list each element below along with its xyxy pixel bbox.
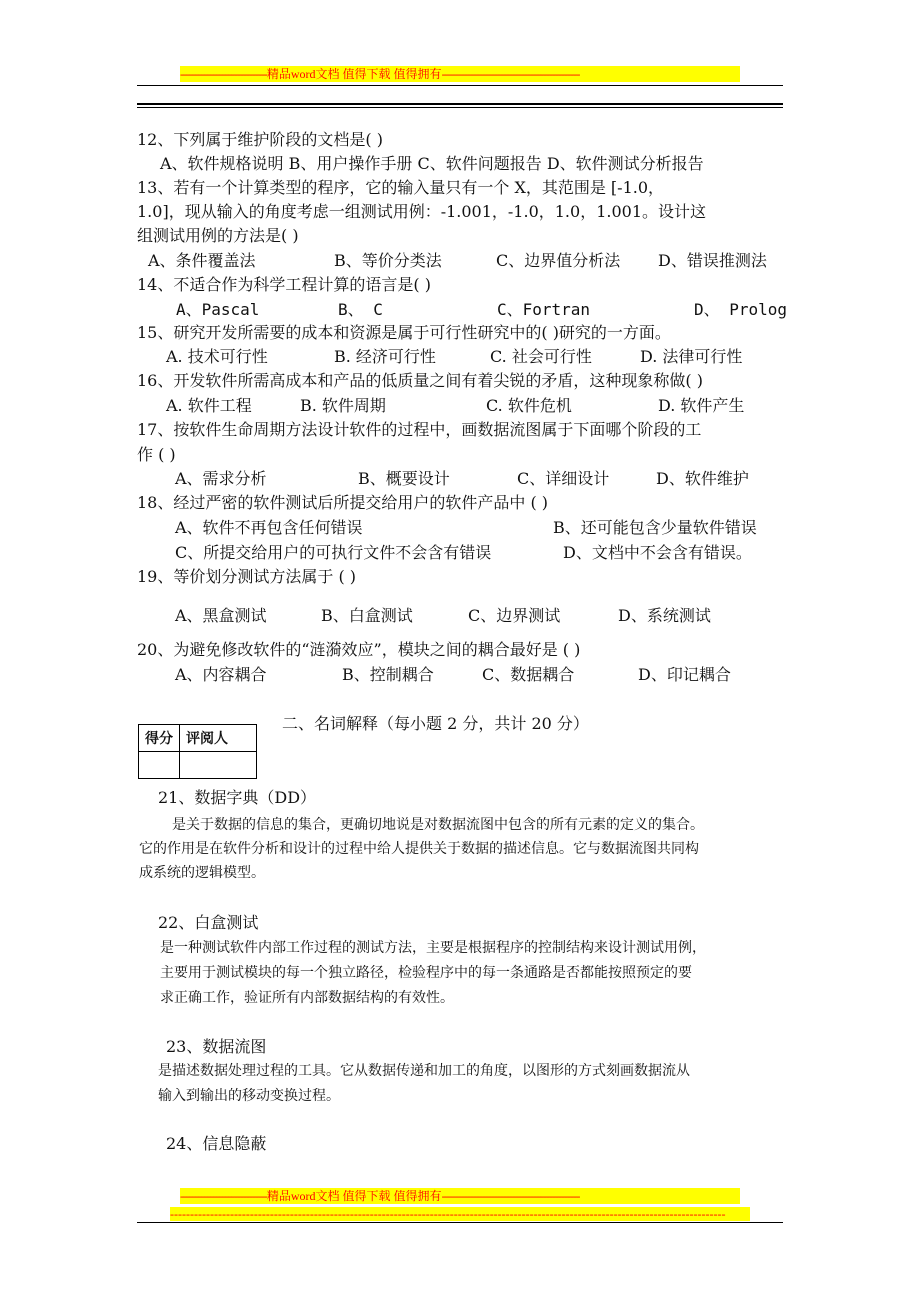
term-21-line2: 它的作用是在软件分析和设计的过程中给人提供关于数据的描述信息。它与数据流图共同构 bbox=[139, 841, 699, 857]
question-18-option-b: B、还可能包含少量软件错误 bbox=[553, 518, 757, 537]
question-19-option-c: C、边界测试 bbox=[468, 606, 561, 625]
header-left-dashes: ----------------------------- bbox=[180, 67, 267, 81]
question-18-option-a: A、软件不再包含任何错误 bbox=[175, 518, 363, 537]
question-16-option-b: B. 软件周期 bbox=[300, 396, 386, 415]
header-banner-text: 精品word文档 值得下载 值得拥有 bbox=[266, 67, 442, 81]
question-13-option-c: C、边界值分析法 bbox=[496, 251, 621, 270]
question-17-option-c: C、详细设计 bbox=[517, 469, 610, 488]
question-19-option-a: A、黑盒测试 bbox=[175, 606, 267, 625]
question-13-line3: 组测试用例的方法是( ) bbox=[137, 226, 299, 245]
question-16-stem: 16、开发软件所需高成本和产品的低质量之间有着尖锐的矛盾，这种现象称做( ) bbox=[137, 371, 703, 390]
score-table bbox=[138, 724, 257, 779]
question-14-stem: 14、不适合作为科学工程计算的语言是( ) bbox=[137, 275, 431, 294]
question-18-option-d: D、文档中不会含有错误。 bbox=[563, 543, 752, 562]
question-13-option-d: D、错误推测法 bbox=[658, 251, 767, 270]
term-22-line2: 主要用于测试模块的每一个独立路径，检验程序中的每一条通路是否都能按照预定的要 bbox=[160, 965, 692, 981]
reviewer-header: 评阅人 bbox=[180, 725, 257, 752]
term-21-line3: 成系统的逻辑模型。 bbox=[139, 865, 265, 881]
question-15-option-c: C. 社会可行性 bbox=[490, 347, 592, 366]
score-cell[interactable] bbox=[139, 752, 180, 779]
question-18-stem: 18、经过严密的软件测试后所提交给用户的软件产品中 ( ) bbox=[137, 493, 549, 512]
question-17-option-a: A、需求分析 bbox=[175, 469, 267, 488]
question-14-option-c: C、Fortran bbox=[497, 300, 591, 319]
reviewer-cell[interactable] bbox=[180, 752, 257, 779]
question-19-option-b: B、白盒测试 bbox=[321, 606, 413, 625]
question-12-options: A、软件规格说明 B、用户操作手册 C、软件问题报告 D、软件测试分析报告 bbox=[160, 154, 704, 173]
footer-banner bbox=[180, 1188, 740, 1204]
score-header: 得分 bbox=[139, 725, 180, 752]
header-rule-double-2 bbox=[137, 107, 783, 108]
footer-banner-dashes: ------------------------------------------------------------------------------------------------------------------------------------------- bbox=[170, 1207, 750, 1221]
term-21-title: 21、数据字典（DD） bbox=[158, 788, 317, 807]
question-17-option-d: D、软件维护 bbox=[656, 469, 749, 488]
question-19-stem: 19、等价划分测试方法属于 ( ) bbox=[137, 567, 357, 586]
question-14-option-a: A、Pascal bbox=[176, 300, 260, 319]
question-14-option-d: D、 Prolog bbox=[694, 300, 788, 319]
question-15-option-a: A. 技术可行性 bbox=[166, 347, 268, 366]
footer-rule bbox=[137, 1222, 783, 1223]
question-20-option-b: B、控制耦合 bbox=[342, 665, 434, 684]
question-13-line2: 1.0]，现从输入的角度考虑一组测试用例：-1.001，-1.0，1.0，1.001。设计这 bbox=[137, 202, 707, 221]
question-17-line1: 17、按软件生命周期方法设计软件的过程中，画数据流图属于下面哪个阶段的工 bbox=[137, 420, 702, 439]
question-12-stem: 12、下列属于维护阶段的文档是( ) bbox=[137, 130, 383, 149]
question-14-option-b: B、 C bbox=[338, 300, 383, 319]
question-17-line2: 作 ( ) bbox=[137, 445, 176, 464]
question-16-option-c: C. 软件危机 bbox=[486, 396, 572, 415]
header-right-dashes: ---------------------------------------------- bbox=[441, 67, 580, 81]
header-rule-double-1 bbox=[137, 103, 783, 105]
term-23-title: 23、数据流图 bbox=[166, 1037, 267, 1056]
term-22-line1: 是一种测试软件内部工作过程的测试方法，主要是根据程序的控制结构来设计测试用例， bbox=[160, 940, 706, 956]
question-19-option-d: D、系统测试 bbox=[618, 606, 711, 625]
term-23-line2: 输入到输出的移动变换过程。 bbox=[158, 1088, 340, 1104]
footer-banner-text: 精品word文档 值得下载 值得拥有 bbox=[266, 1189, 442, 1203]
question-13-line1: 13、若有一个计算类型的程序，它的输入量只有一个 X，其范围是 [-1.0， bbox=[137, 178, 665, 197]
question-20-option-a: A、内容耦合 bbox=[175, 665, 267, 684]
question-15-option-b: B. 经济可行性 bbox=[334, 347, 436, 366]
question-15-stem: 15、研究开发所需要的成本和资源是属于可行性研究中的( )研究的一方面。 bbox=[137, 323, 671, 342]
term-22-line3: 求正确工作，验证所有内部数据结构的有效性。 bbox=[160, 990, 454, 1006]
term-22-title: 22、白盒测试 bbox=[158, 913, 259, 932]
question-20-stem: 20、为避免修改软件的“涟漪效应”，模块之间的耦合最好是 ( ) bbox=[137, 640, 581, 659]
term-24-title: 24、信息隐蔽 bbox=[166, 1134, 267, 1153]
question-13-option-b: B、等价分类法 bbox=[334, 251, 442, 270]
question-20-option-c: C、数据耦合 bbox=[482, 665, 575, 684]
question-16-option-d: D. 软件产生 bbox=[658, 396, 745, 415]
header-banner bbox=[180, 66, 740, 82]
question-17-option-b: B、概要设计 bbox=[358, 469, 450, 488]
question-13-option-a: A、条件覆盖法 bbox=[148, 251, 256, 270]
question-15-option-d: D. 法律可行性 bbox=[640, 347, 743, 366]
question-18-option-c: C、所提交给用户的可执行文件不会含有错误 bbox=[175, 543, 492, 562]
header-rule-top bbox=[137, 85, 783, 86]
footer-right-dashes: ---------------------------------------------- bbox=[441, 1189, 580, 1203]
question-20-option-d: D、印记耦合 bbox=[638, 665, 731, 684]
section-2-title: 二、名词解释（每小题 2 分，共计 20 分） bbox=[282, 714, 589, 733]
question-16-option-a: A. 软件工程 bbox=[166, 396, 252, 415]
footer-left-dashes: ----------------------------- bbox=[180, 1189, 267, 1203]
term-21-line1: 是关于数据的信息的集合，更确切地说是对数据流图中包含的所有元素的定义的集合。 bbox=[172, 817, 704, 833]
term-23-line1: 是描述数据处理过程的工具。它从数据传递和加工的角度，以图形的方式刻画数据流从 bbox=[158, 1063, 690, 1079]
